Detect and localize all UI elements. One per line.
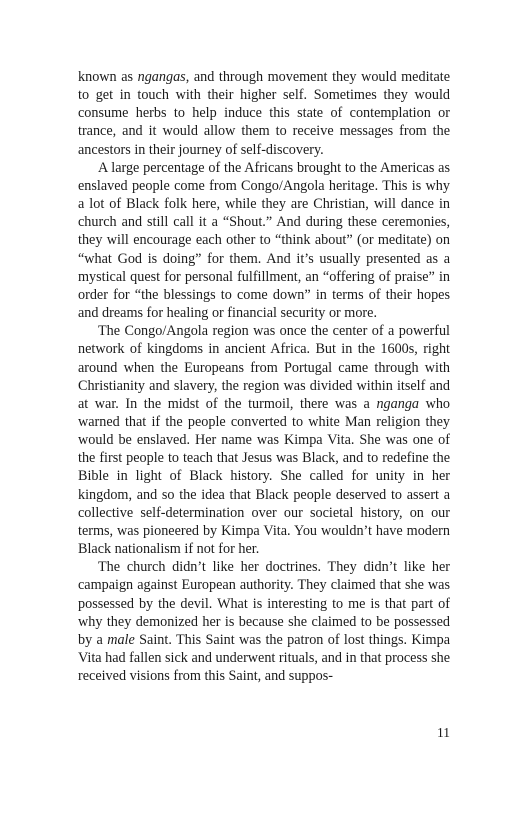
text-run: A large percentage of the Africans brought to the Americas as enslaved people come from Congo/Angola heritage. This is why a lot of Black folk here, while they are Christian, will dance in church and still call it a “Shout.” And during these ceremonies, they will encourage each other to “think about” (or meditate) on “what God is doing” for them. And it’s usually presented as a mystical quest for personal fulfillment, an “offering of praise” in order for “the blessings to come down” in terms of their hopes and dreams for healing or financial security or more. [78,159,450,322]
text-run: known as [78,69,138,85]
paragraph [78,558,450,685]
paragraph [78,322,450,558]
page-number: 11 [437,725,450,740]
text-run: who warned that if the people converted to white Man religion they would be enslaved. Her name was Kimpa Vita. She was one of the first people to teach that Jesus was Black, and to redefine the Bible in light of Black history. She called for unity in her kingdom, and so the idea that Black people deserved to assert a collective self-determination over our societal history, on our terms, was pioneered by Kimpa Vita. You wouldn’t have modern Black nationalism if not for her. [78,395,451,558]
text-run: , and through movement they would meditate to get in touch with their higher self. Sometimes they would consume herbs to help induce this state of contemplation or trance, and it would allow them to receive messages from the ancestors in their journey of self-discovery. [78,69,450,158]
paragraph [78,159,450,322]
italic-term: male [107,631,135,648]
page-body [78,68,450,685]
italic-term: ngangas [137,69,186,85]
text-run: Saint. This Saint was the patron of lost things. Kimpa Vita had fallen sick and underwent rituals, and in that process she received visions from this Saint, and suppos- [78,631,450,685]
paragraph [78,68,450,159]
text-run: The Congo/Angola region was once the center of a powerful network of kingdoms in ancient Africa. But in the 1600s, right around when the Europeans from Portugal came through with Christianity and slavery, the region was divided within itself and at war. In the midst of the turmoil, there was a [78,323,450,412]
text-run: The church didn’t like her doctrines. They didn’t like her campaign against European authority. They claimed that she was possessed by the devil. What is interesting to me is that part of why they demonized her is because she claimed to be possessed by a [78,559,450,648]
italic-term: nganga [376,395,419,412]
